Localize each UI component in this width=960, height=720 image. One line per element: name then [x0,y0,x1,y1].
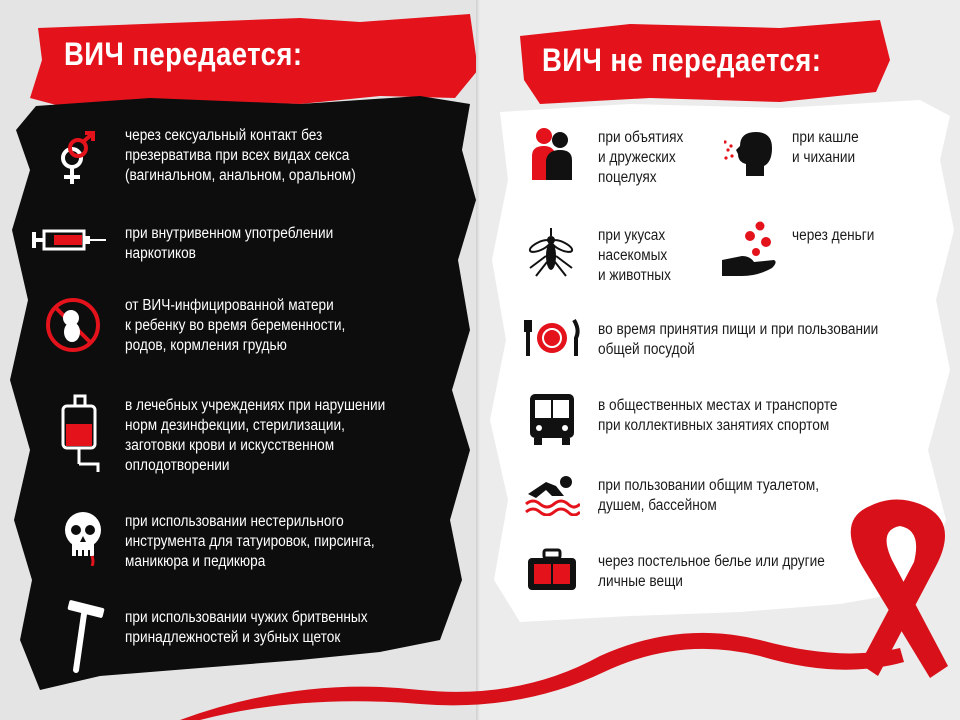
right-item-text: при кашле и чихании [792,129,859,166]
left-item-text: при использовании нестерильного инструмента для татуировок, пирсинга, маникюра и педикюра [125,513,375,570]
right-item-text: при укусах насекомых и животных [598,227,671,284]
left-heading: ВИЧ передается: [64,36,303,72]
left-item-text: в лечебных учреждениях при нарушении норм дезинфекции, стерилизации, заготовки крови и искусственном оплодотворении [125,397,386,474]
left-item-text: при внутривенном употреблении наркотиков [125,225,334,262]
right-item-text: во время принятия пищи и при пользовании общей посудой [598,321,879,358]
left-item-text: от ВИЧ-инфицированной матери к ребенку во время беременности, родов, кормления грудью [125,297,346,354]
right-item-text: в общественных местах и транспорте при коллективных занятиях спортом [598,397,838,434]
right-item-text: при пользовании общим туалетом, душем, бассейном [598,477,820,514]
right-item-text: через постельное белье или другие личные вещи [598,553,825,590]
right-heading: ВИЧ не передается: [542,42,822,78]
left-item-text: при использовании чужих бритвенных принадлежностей и зубных щеток [125,609,368,646]
right-item-text: при объятиях и дружеских поцелуях [598,129,684,186]
left-item-text: через сексуальный контакт без презерватива при всех видах секса (вагинальном, анальном, оральном) [125,127,356,184]
right-item-text: через деньги [792,227,875,244]
